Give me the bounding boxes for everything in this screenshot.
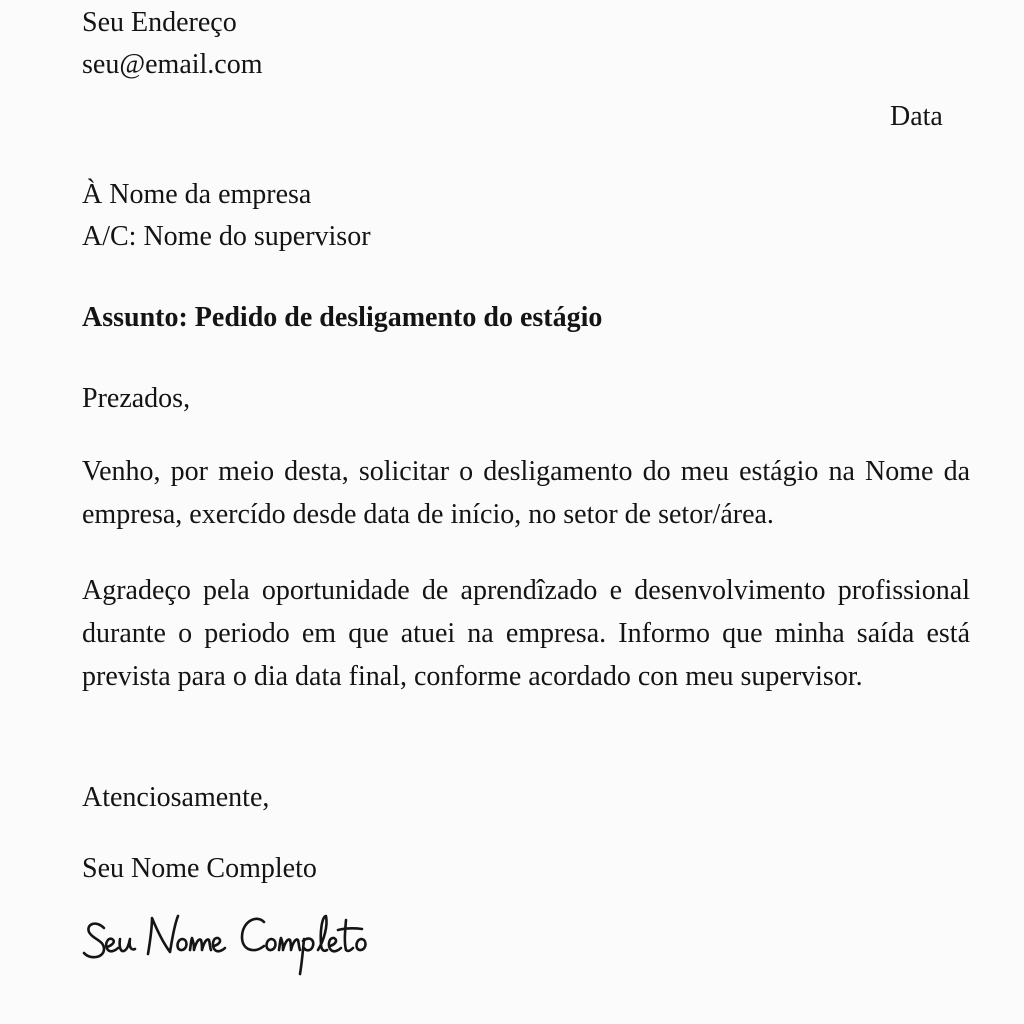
letter-date: Data [890,101,943,132]
subject-line: Assunto: Pedido de desligamento do estágio [82,302,603,333]
recipient-company: À Nome da empresa [82,179,312,210]
body-paragraph-2: Agradeço pela oportunidade de aprendîzado e desenvolvimento profissional durante o periodo em que atuei na empresa. Informo que minha saída está prevista para o dia data final, conforme acordado con meu supervisor. [82,575,970,692]
greeting: Prezados, [82,383,191,414]
closing: Atenciosamente, [82,782,270,813]
sender-email: seu@email.com [82,49,263,80]
body-paragraph-1: Venho, por meio desta, solicitar o desligamento do meu estágio na Nome da empresa, exercído desde data de início, no setor de setor/área. [82,456,970,530]
sender-address: Seu Endereço [82,7,237,38]
signer-name: Seu Nome Completo [82,853,317,884]
handwritten-signature [80,908,410,978]
recipient-attention: A/C: Nome do supervisor [82,221,371,252]
